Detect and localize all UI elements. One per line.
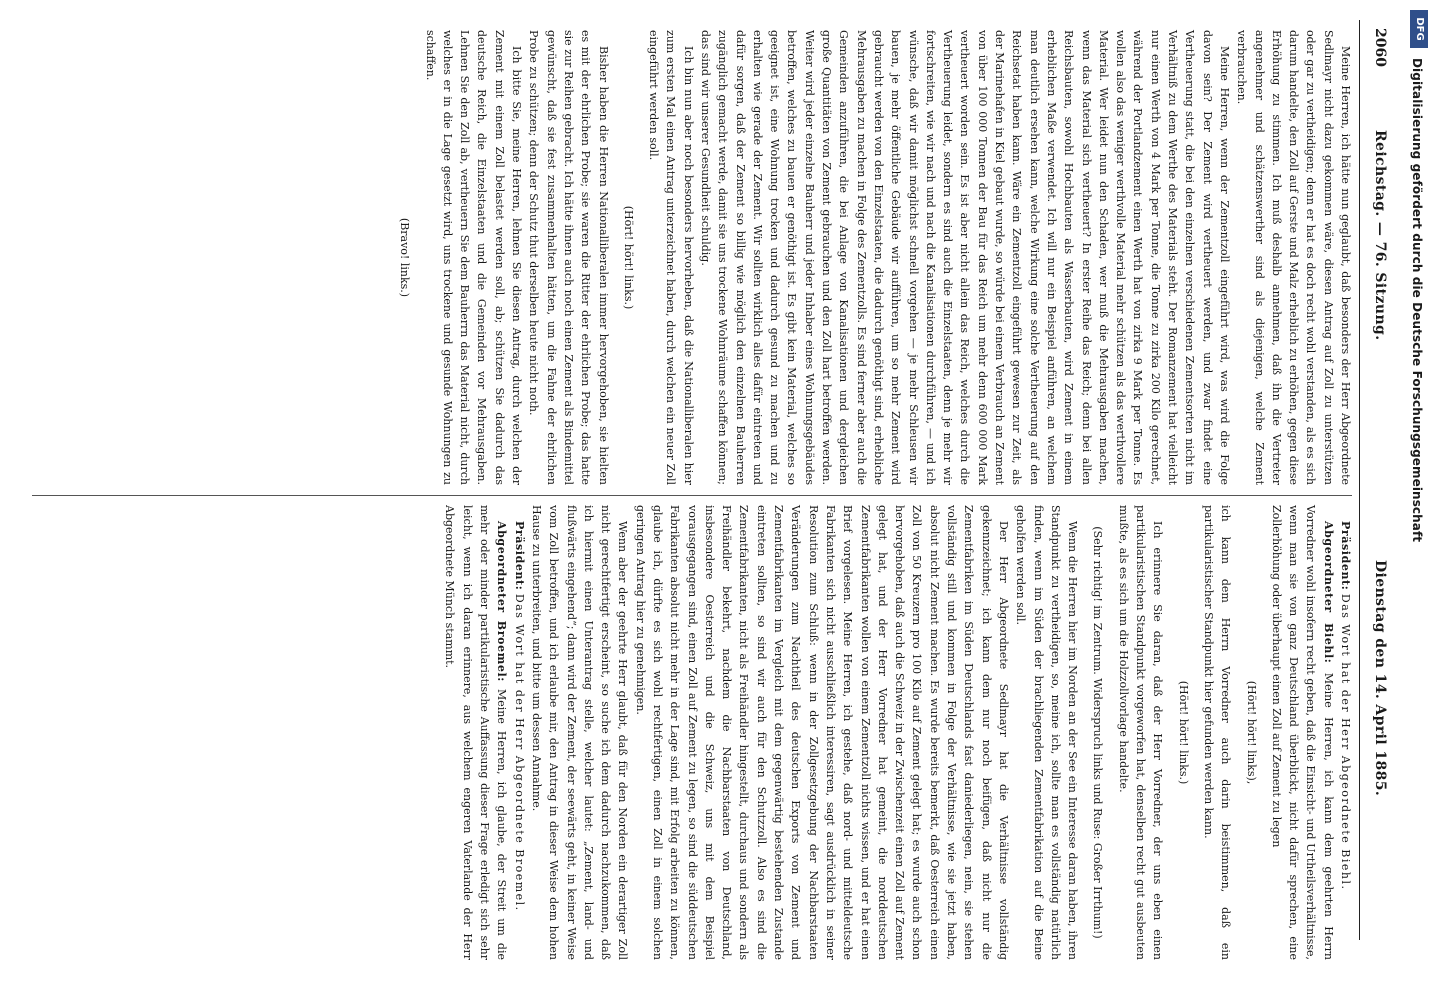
speech-text: Das Wort hat der Herr Abgeordnete Broemel. — [512, 593, 526, 912]
speaker-label: Abgeordneter Biehl: — [1321, 521, 1335, 664]
column-divider — [32, 495, 1352, 496]
interjection: (Hört! hört! links), — [1244, 680, 1258, 785]
left-column — [34, 30, 1354, 485]
paragraph: Ich erinnere Sie daran, daß der Herr Vorredner, der uns eben einen partikularistischen Standpunkt vorgeworfen hat, denselben recht gut ausbeuten mußte, als es sich um die Holzzollvorlage handelte. — [1116, 505, 1165, 960]
page-header — [1362, 0, 1402, 1000]
paragraph: Wenn die Herren hier im Norden an der See ein Interesse daran haben, ihren Standpunkt zu vertheidigen, so, meine ich, sollte man es vollständig natürlich finden, wenn im Süden der brachliegenden Zementfabrikation auf die Beine geholfen werden soll. — [1014, 505, 1080, 960]
page-number: 2060 — [1372, 28, 1388, 67]
interjection: (Hört! hört! links.) — [1176, 680, 1190, 785]
header-left-title: Reichstag. — 76. Sitzung. — [1372, 130, 1388, 341]
paragraph: ich kann dem Herrn Vorredner auch darin beistimmen, daß ein partikularistischer Standpunkt hier gefunden werden kann. — [1201, 505, 1233, 960]
interjection: (Bravo! links.) — [398, 217, 412, 298]
speech-text: Das Wort hat der Herr Abgeordnete Biehl. — [1339, 593, 1352, 891]
speech-text: Meine Herren, ich glaube, der Streit um die mehr oder minder partikularistische Auffassung dieser Frage erledigt sich sehr leicht, wenn ich daran erinnere, aus welchem engeren Vaterlande der Herr Abgeordnete Münch stammt. — [443, 505, 509, 960]
interjection: (Sehr richtig! im Zentrum. Widerspruch links und Ruse: Großer Irrthum!) — [1091, 526, 1105, 939]
speaker-label: Präsident: — [512, 521, 526, 591]
paragraph: Meine Herren, wenn der Zementzoll eingeführt wird, was wird die Folge davon sein? Der Zement wird vertheuert werden, und zwar findet eine Vertheuerung statt, die bei den einzelnen verschiedenen Zementsorten nicht im Verhältniß zu dem Werthe des Materials steht. Der Romanzement hat vielleicht nur einen Werth von 4 Mark per Tonne, die Tonne zu zirka 200 Kilo gerechnet, während der Portlandzement einen Werth hat von zirka 9 Mark per Tonne. Es wollen also das weniger werthvolle Material mehr schützen als das werthvollere Material. Wer leidet nun den Schaden, wer muß die Mehrausgaben machen, wenn das Material sich vertheuert? In erster Reihe das Reich; denn bei allen Reichsbauten, sowohl Hochbauten als Wasserbauten, wird Zement in einem erheblichen Maße verwendet. Ich will nur ein Beispiel anführen, an welchem man deutlich ersehen kann, welche Wirkung eine solche Vertheuerung auf den Reichsetat haben kann. Wäre ein Zementzoll eingeführt gewesen zur Zeit, als der Marinehafen in Kiel gebaut wurde, so würde bei einem Verbrauch an Zement von über 100 000 Tonnen der Bau für das Reich um mehr denn 600 000 Mark vertheuert worden sein. Es ist aber nicht allein das Reich, welches durch die Vertheuerung leidet, sondern es sind auch die Einzelstaaten, denn je mehr wir fortschreiten, wie wir nach und nach die Kanalisationen durchführen, — und ich wünsche, daß wir damit möglichst schnell vorgehen — je mehr Schleusen wir bauen, je mehr öffentliche Gebäude wir aufführen, um so mehr Zement wird gebraucht werden von den Einzelstaaten, die dadurch genöthigt sind, erhebliche Mehrausgaben zu machen in Folge des Zementzolls. Es sind ferner aber auch die Gemeinden anzuführen, die bei Anlage von Kanalisationen und dergleichen große Quantitäten von Zement gebrauchen und den Zoll hart betroffen werden. Weiter wird jeder einzelne Bauherr und jeder Inhaber eines Wohnungsgebäudes betroffen, welches zu bauen er genöthigt ist. Es gibt kein Material, welches so geeignet ist, eine Wohnung trocken und dadurch gesund zu machen und zu erhalten wie gerade der Zement. Wir sollten wirklich alles dafür eintreten und dafür sorgen, daß der Zement so billig wie möglich den einzelnen Bauherren zugänglich gemacht werde, damit sie uns trockene Wohnräume schaffen können; das sind wir unserer Gesundheit schuldig. — [699, 30, 1231, 486]
interjection: (Hört! hört! links.) — [621, 205, 635, 310]
paragraph: Meine Herren, ich hätte nun geglaubt, daß besonders der Herr Abgeordnete Sedlmayr nicht dazu gekommen wäre, diesen Antrag auf Zoll zu unterstützen oder gar zu vertheidigen; denn er hat es doch recht wohl verstanden, als es sich darum handelte, den Zoll auf Gerste und Malz erheblich zu erhöhen, gegen diese Erhöhung zu stimmen. Ich muß deshalb annehmen, daß ihn die Vertreter angenehmer und schätzenswerther sind als diejenigen, welche Zement verbrauchen. — [1235, 30, 1352, 485]
digitization-credit-text: Digitalisierung gefördert durch die Deutsche Forschungsgemeinschaft — [1410, 58, 1424, 543]
paragraph: Wenn aber der geehrte Herr glaubt, daß für den Norden ein derartiger Zoll nicht gerechtfertigt erscheint, so suche ich dem dadurch nachzukommen, daß ich hiermit einen Unterantrag stelle, welcher lautet: „Zement, land- und flußwärts eingehend“; dann wird der Zement, der seewärts geht, in keiner Weise vom Zoll betroffen, und ich erlaube mir, den Antrag in dieser Weise dem hohen Hause zu unterbreiten, und bitte um dessen Annahme. — [529, 505, 630, 960]
paragraph: Der Herr Abgeordnete Sedlmayr hat die Verhältnisse vollständig gekennzeichnet; ich kann dem nur noch beifügen, daß nicht nur die Zementfabriken im Süden Deutschlands fast daniederliegen, nein, sie stehen vollständig still und kommen in Folge der Verhältnisse, wie sie jetzt haben, absolut nicht Zement machen. Es wurde bereits bemerkt, daß Oesterreich einen Zoll von 50 Kreuzern pro 100 Kilo auf Zement gelegt hat; es wurde auch schon hervorgehoben, daß auch die Schweiz in der Zwischenzeit einen Zoll auf Zement gelegt hat, und der Herr Vorredner hat gemeint, die norddeutschen Zementfabrikanten wollen von einem Zementzoll nichts wissen, und er hat einen Brief vorgelesen. Meine Herren, ich gestehe, daß nord- und mitteldeutsche Fabrikanten sich nicht ausschließlich interessiren, sagt ausdrücklich in seiner Resolution zum Schluß: wenn in der Zollgesetzgebung der Nachbarstaaten Veränderungen zum Nachtheil des deutschen Exports von Zement und Zementfabrikanten im Vergleich mit dem gegenwärtig bestehenden Zustande eintreten sollten, so sind wir auch für den Schutzzoll. Also es sind die Zementfabrikanten, nicht als Freihändler hingestellt, durchaus und sondern als Freihändler bekehrt, nachdem die Nachbarstaaten von Deutschland, insbesondere Oesterreich und die Schweiz, uns mit dem Beispiel vorausgegangen sind, einen Zoll auf Zement zu legen, so sind die süddeutschen Fabrikanten absolut nicht mehr in der Lage sind, mit Erfolg arbeiten zu können, glaube ich, dürfte es sich wohl rechtfertigen, einen Zoll in einem solchen geringen Antrag hier zu genehmigen. — [633, 505, 1010, 960]
speaker-label: Präsident: — [1339, 521, 1352, 591]
paragraph: Bisher haben die Herren Nationalliberalen immer hervorgehoben, sie hielten es mit der ehrlichen Probe; sie waren die Ritter der ehrlichen Probe; das hatte sie zur Reihen gebracht. Ich hätte ihnen auch noch einen Zement als Bindemittel gewünscht, daß sie fest zusammenhalten hätten, um die Fahne der ehrlichen Probe zu schützen; denn der Schutz thut derselben heute nicht noth. — [527, 30, 610, 485]
paragraph: Ich bitte Sie, meine Herren, lehnen Sie diesen Antrag, durch welchen der Zement mit einem Zoll belastet werden soll, ab; schützen Sie dadurch das deutsche Reich, die Einzelstaaten und die Gemeinden vor Mehrausgaben. Lehnen Sie den Zoll ab, vertheuern Sie dem Bauherrn das Material nicht, durch welches er in die Lage gesetzt wird, uns trockene und gesunde Wohnungen zu schaffen. — [423, 30, 524, 485]
digitization-credit — [1406, 0, 1432, 1000]
dfg-logo: DFG — [1410, 10, 1428, 48]
header-right-title: Dienstag den 14. April 1885. — [1372, 560, 1388, 797]
header-rule — [1359, 20, 1360, 940]
right-column — [34, 505, 1354, 960]
speaker-label: Abgeordneter Broemel: — [495, 521, 509, 682]
speech-text: Meine Herren, ich kann dem geehrten Herrn Vorredner wohl insofern recht geben, daß die Einsicht- und Urtheilsverhältnisse, wenn man sie von ganz Deutschland überblickt, nicht dafür sprechen, eine Zollerhöhung oder überhaupt einen Zoll auf Zement zu legen — [1269, 505, 1335, 960]
paragraph: Ich bin nun aber noch besonders hervorheben, daß die Nationalliberalen hier zum ersten Mal einen Antrag unterzeichnet haben, durch welchen ein neuer Zoll eingeführt werden soll. — [647, 30, 695, 485]
